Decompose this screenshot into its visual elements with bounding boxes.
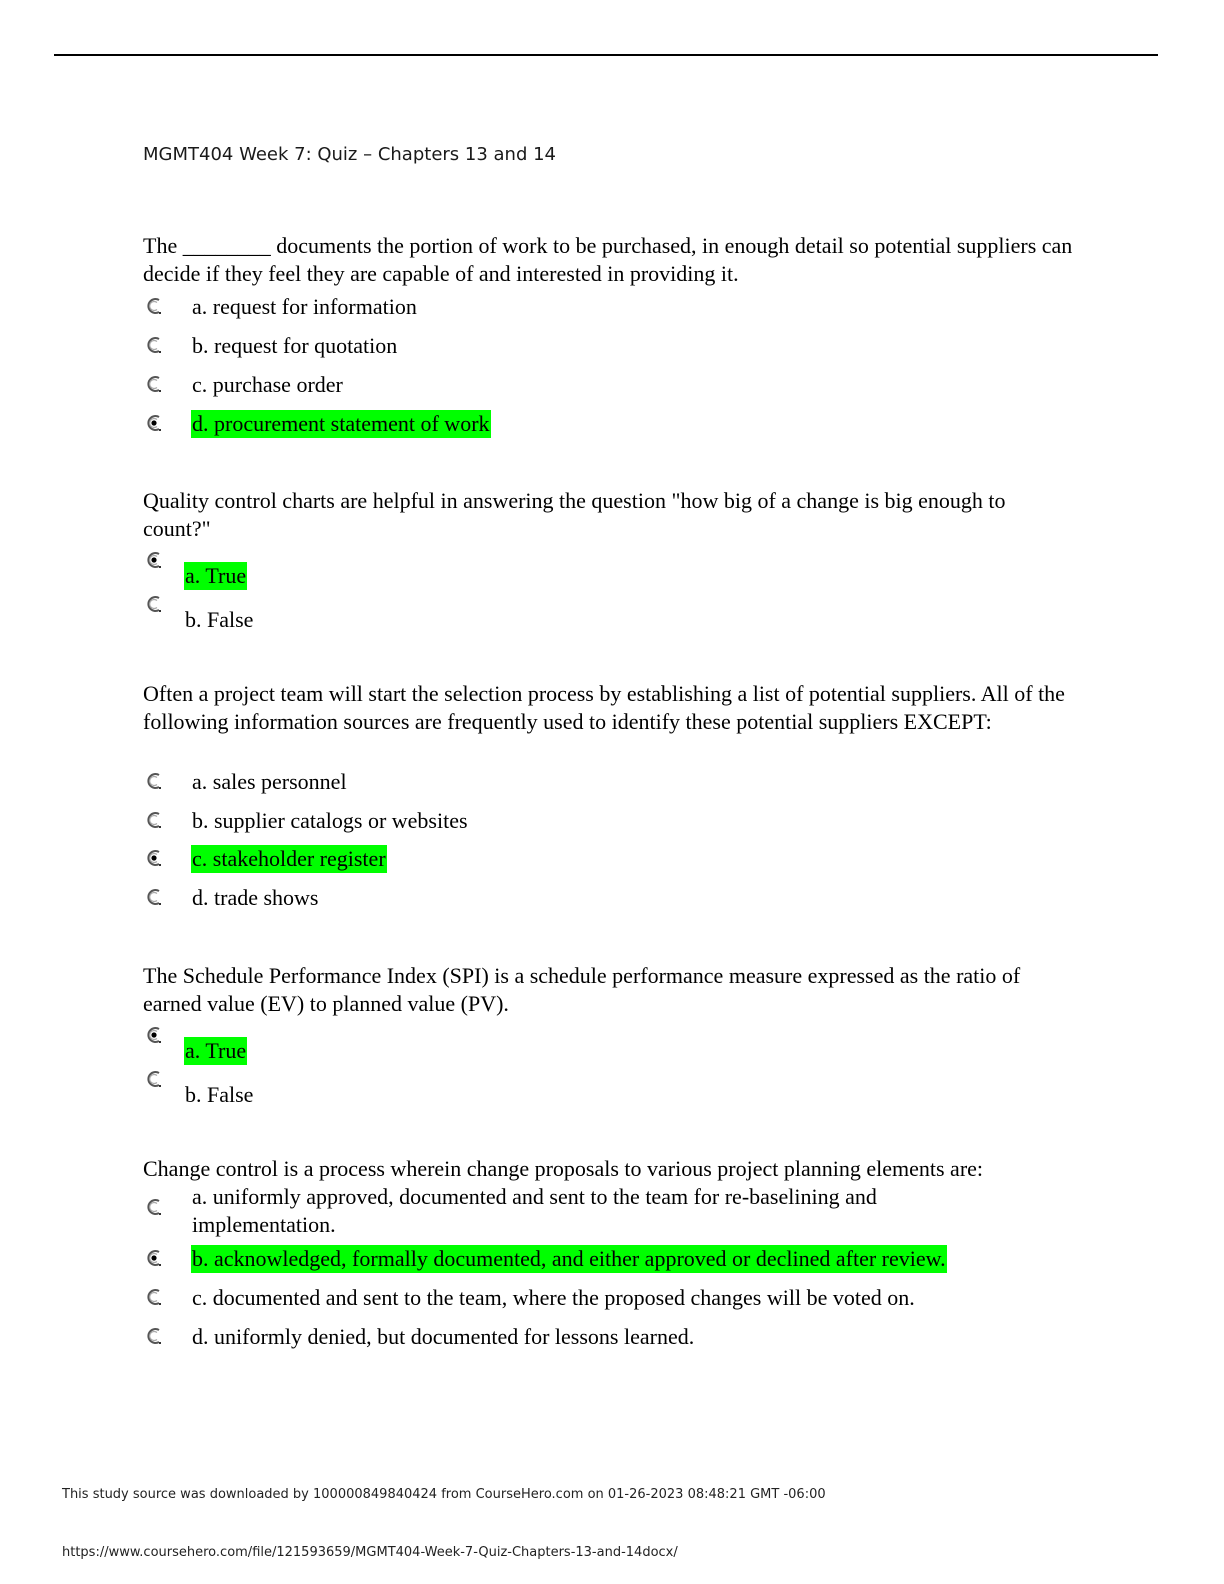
question-5-option-b[interactable] (145, 1244, 947, 1274)
radio-selected-icon[interactable] (145, 1021, 165, 1065)
download-notice: This study source was downloaded by 100000849840424 from CourseHero.com on 01-26-2023 08:48:21 GMT -06:00 (62, 1487, 826, 1502)
option-label: b. False (185, 607, 254, 632)
radio-unselected-icon[interactable] (145, 331, 165, 361)
question-5-text: Change control is a process wherein change proposals to various project planning elements are: (143, 1156, 984, 1181)
radio-unselected-icon[interactable] (145, 806, 165, 836)
option-label: d. trade shows (192, 885, 319, 910)
radio-selected-icon[interactable] (145, 844, 165, 874)
option-label-highlighted: c. stakeholder register (192, 846, 386, 871)
question-5-option-c[interactable] (145, 1283, 916, 1313)
question-4-text: The Schedule Performance Index (SPI) is a schedule performance measure expressed as the ratio of earned value (EV) to planned value (PV). (143, 963, 1021, 1016)
question-2-text: Quality control charts are helpful in answering the question "how big of a change is big enough to count?" (143, 488, 1006, 541)
question-3-option-a[interactable] (145, 767, 348, 797)
radio-unselected-icon[interactable] (145, 767, 165, 797)
option-label-highlighted: a. True (185, 1038, 247, 1063)
radio-selected-icon[interactable] (145, 1244, 165, 1274)
question-2-option-a[interactable] (145, 546, 247, 590)
page-title: MGMT404 Week 7: Quiz – Chapters 13 and 14 (143, 144, 557, 165)
question-1-option-d[interactable] (145, 409, 491, 439)
question-5-option-a[interactable] (145, 1183, 985, 1239)
option-label: a. request for information (192, 294, 417, 319)
question-3-option-c[interactable] (145, 844, 387, 874)
option-label: a. uniformly approved, documented and sent to the team for re-baselining and implementation. (192, 1184, 877, 1237)
question-3-option-b[interactable] (145, 806, 469, 836)
radio-unselected-icon[interactable] (145, 1065, 165, 1109)
source-url: https://www.coursehero.com/file/121593659/MGMT404-Week-7-Quiz-Chapters-13-and-14docx/ (62, 1545, 678, 1560)
question-2-option-b[interactable] (145, 590, 254, 634)
question-1-option-a[interactable] (145, 292, 418, 322)
top-rule (54, 54, 1158, 56)
option-label-highlighted: a. True (185, 563, 247, 588)
option-label: b. False (185, 1082, 254, 1107)
option-label: c. purchase order (192, 372, 343, 397)
question-3-option-d[interactable] (145, 883, 319, 913)
question-1-text: The ________ documents the portion of work to be purchased, in enough detail so potential suppliers can decide if they feel they are capable of and interested in providing it. (143, 233, 1073, 286)
radio-unselected-icon[interactable] (145, 883, 165, 913)
option-label: b. request for quotation (192, 333, 398, 358)
radio-unselected-icon[interactable] (145, 370, 165, 400)
radio-unselected-icon[interactable] (145, 292, 165, 322)
option-label: c. documented and sent to the team, where the proposed changes will be voted on. (192, 1285, 915, 1310)
question-1-option-c[interactable] (145, 370, 344, 400)
question-1-option-b[interactable] (145, 331, 398, 361)
option-label-highlighted: d. procurement statement of work (192, 411, 490, 436)
question-4-option-a[interactable] (145, 1021, 247, 1065)
option-label-highlighted: b. acknowledged, formally documented, and either approved or declined after review. (192, 1246, 946, 1271)
option-label: a. sales personnel (192, 769, 347, 794)
radio-unselected-icon[interactable] (145, 590, 165, 634)
question-3-text: Often a project team will start the selection process by establishing a list of potential suppliers. All of the following information sources are frequently used to identify these potential suppliers EXCEPT: (143, 681, 1065, 734)
radio-selected-icon[interactable] (145, 409, 165, 439)
radio-unselected-icon[interactable] (145, 1283, 165, 1313)
question-5-option-d[interactable] (145, 1322, 695, 1352)
option-label: b. supplier catalogs or websites (192, 808, 468, 833)
radio-unselected-icon[interactable] (145, 1322, 165, 1352)
question-4-option-b[interactable] (145, 1065, 254, 1109)
radio-selected-icon[interactable] (145, 546, 165, 590)
option-label: d. uniformly denied, but documented for lessons learned. (192, 1324, 695, 1349)
radio-unselected-icon[interactable] (145, 1183, 165, 1239)
